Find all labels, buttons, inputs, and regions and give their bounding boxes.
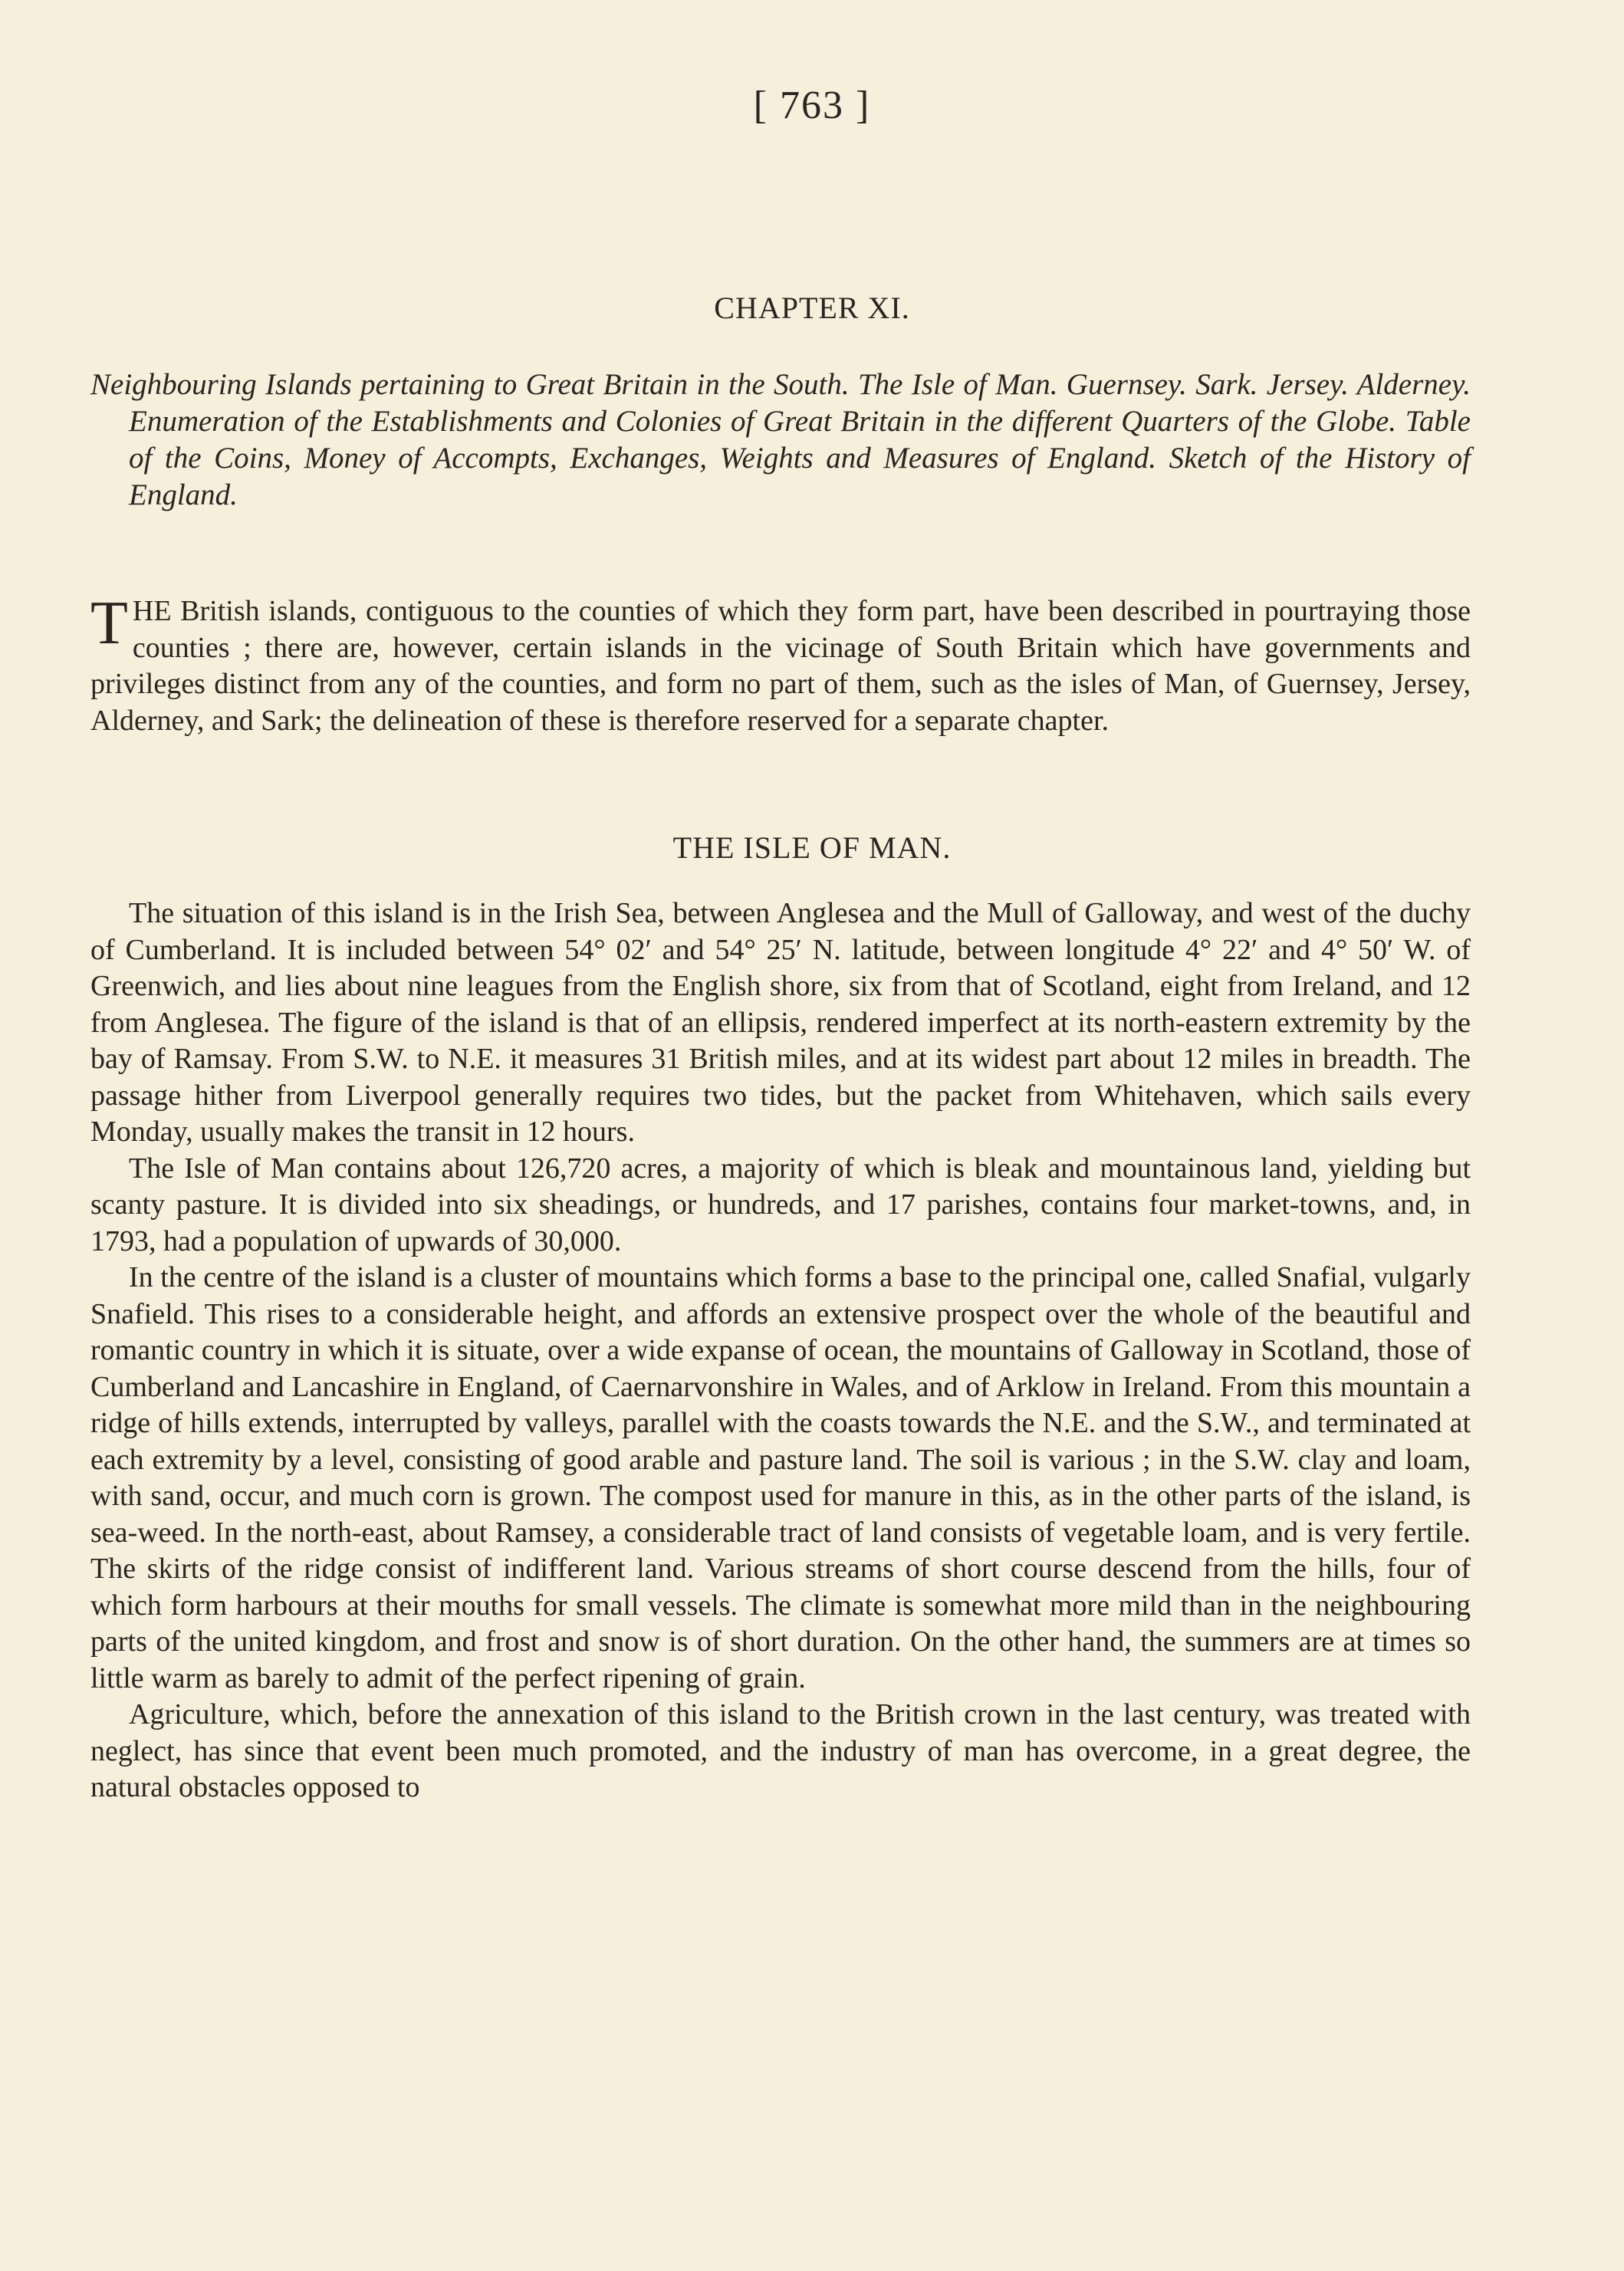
page-number: [ 763 ] bbox=[753, 84, 871, 127]
chapter-summary: Neighbouring Islands pertaining to Great Britain in the South. The Isle of Man. Guernsey. Sark. Jersey. Alderney. Enumeration of the Establishments and Colonies of Great Britain in the different Quarters of the Globe. Table of the Coins, Money of Accompts, Exchanges, Weights and Measures of England. Sketch of the History of England. bbox=[90, 368, 1471, 511]
paragraph: Agriculture, which, before the annexation of this island to the British crown in the last century, was treated with neglect, has since that event been much promoted, and the industry of man has overcome, in a great degree, the natural obstacles opposed to bbox=[90, 1698, 1471, 1803]
section-body bbox=[90, 896, 1471, 1806]
intro-paragraph bbox=[90, 590, 1471, 739]
intro-text: HE British islands, contiguous to the counties of which they form part, have been described in pourtraying those counties ; there are, however, certain islands in the vicinage of South Britain which have governments and privileges distinct from any of the counties, and form no part of them, such as the isles of Man, of Guernsey, Jersey, Alderney, and Sark; the delineation of these is therefore reserved for a separate chapter. bbox=[90, 595, 1471, 737]
paragraph: The situation of this island is in the Irish Sea, between Anglesea and the Mull of Galloway, and west of the duchy of Cumberland. It is included between 54° 02′ and 54° 25′ N. latitude, between longitude 4° 22′ and 4° 50′ W. of Greenwich, and lies about nine leagues from the English shore, six from that of Scotland, eight from Ireland, and 12 from Anglesea. The figure of the island is that of an ellipsis, rendered imperfect at its north-eastern extremity by the bay of Ramsay. From S.W. to N.E. it measures 31 British miles, and at its widest part about 12 miles in breadth. The passage hither from Liverpool generally requires two tides, but the packet from Whitehaven, which sails every Monday, usually makes the transit in 12 hours. bbox=[90, 897, 1471, 1148]
chapter-title: CHAPTER XI. bbox=[714, 291, 910, 325]
drop-cap: T bbox=[90, 590, 128, 657]
section-title: THE ISLE OF MAN. bbox=[672, 830, 952, 865]
paragraph: The Isle of Man contains about 126,720 acres, a majority of which is bleak and mountainous land, yielding but scanty pasture. It is divided into six sheadings, or hundreds, and 17 parishes, contains four market-towns, and, in 1793, had a population of upwards of 30,000. bbox=[90, 1152, 1471, 1257]
intro-text-block bbox=[90, 590, 1471, 739]
paragraph: In the centre of the island is a cluster of mountains which forms a base to the principal one, called Snafial, vulgarly Snafield. This rises to a considerable height, and affords an extensive prospect over the whole of the beautiful and romantic country in which it is situate, over a wide expanse of ocean, the mountains of Galloway in Scotland, those of Cumberland and Lancashire in England, of Caernarvonshire in Wales, and of Arklow in Ireland. From this mountain a ridge of hills extends, interrupted by valleys, parallel with the coasts towards the N.E. and the S.W., and terminated at each extremity by a level, consisting of good arable and pasture land. The soil is various ; in the S.W. clay and loam, with sand, occur, and much corn is grown. The compost used for manure in this, as in the other parts of the island, is sea-weed. In the north-east, about Ramsey, a considerable tract of land consists of vegetable loam, and is very fertile. The skirts of the ridge consist of indifferent land. Various streams of short course descend from the hills, four of which form harbours at their mouths for small vessels. The climate is somewhat more mild than in the neighbouring parts of the united kingdom, and frost and snow is of short duration. On the other hand, the summers are at times so little warm as barely to admit of the perfect ripening of grain. bbox=[90, 1261, 1471, 1694]
